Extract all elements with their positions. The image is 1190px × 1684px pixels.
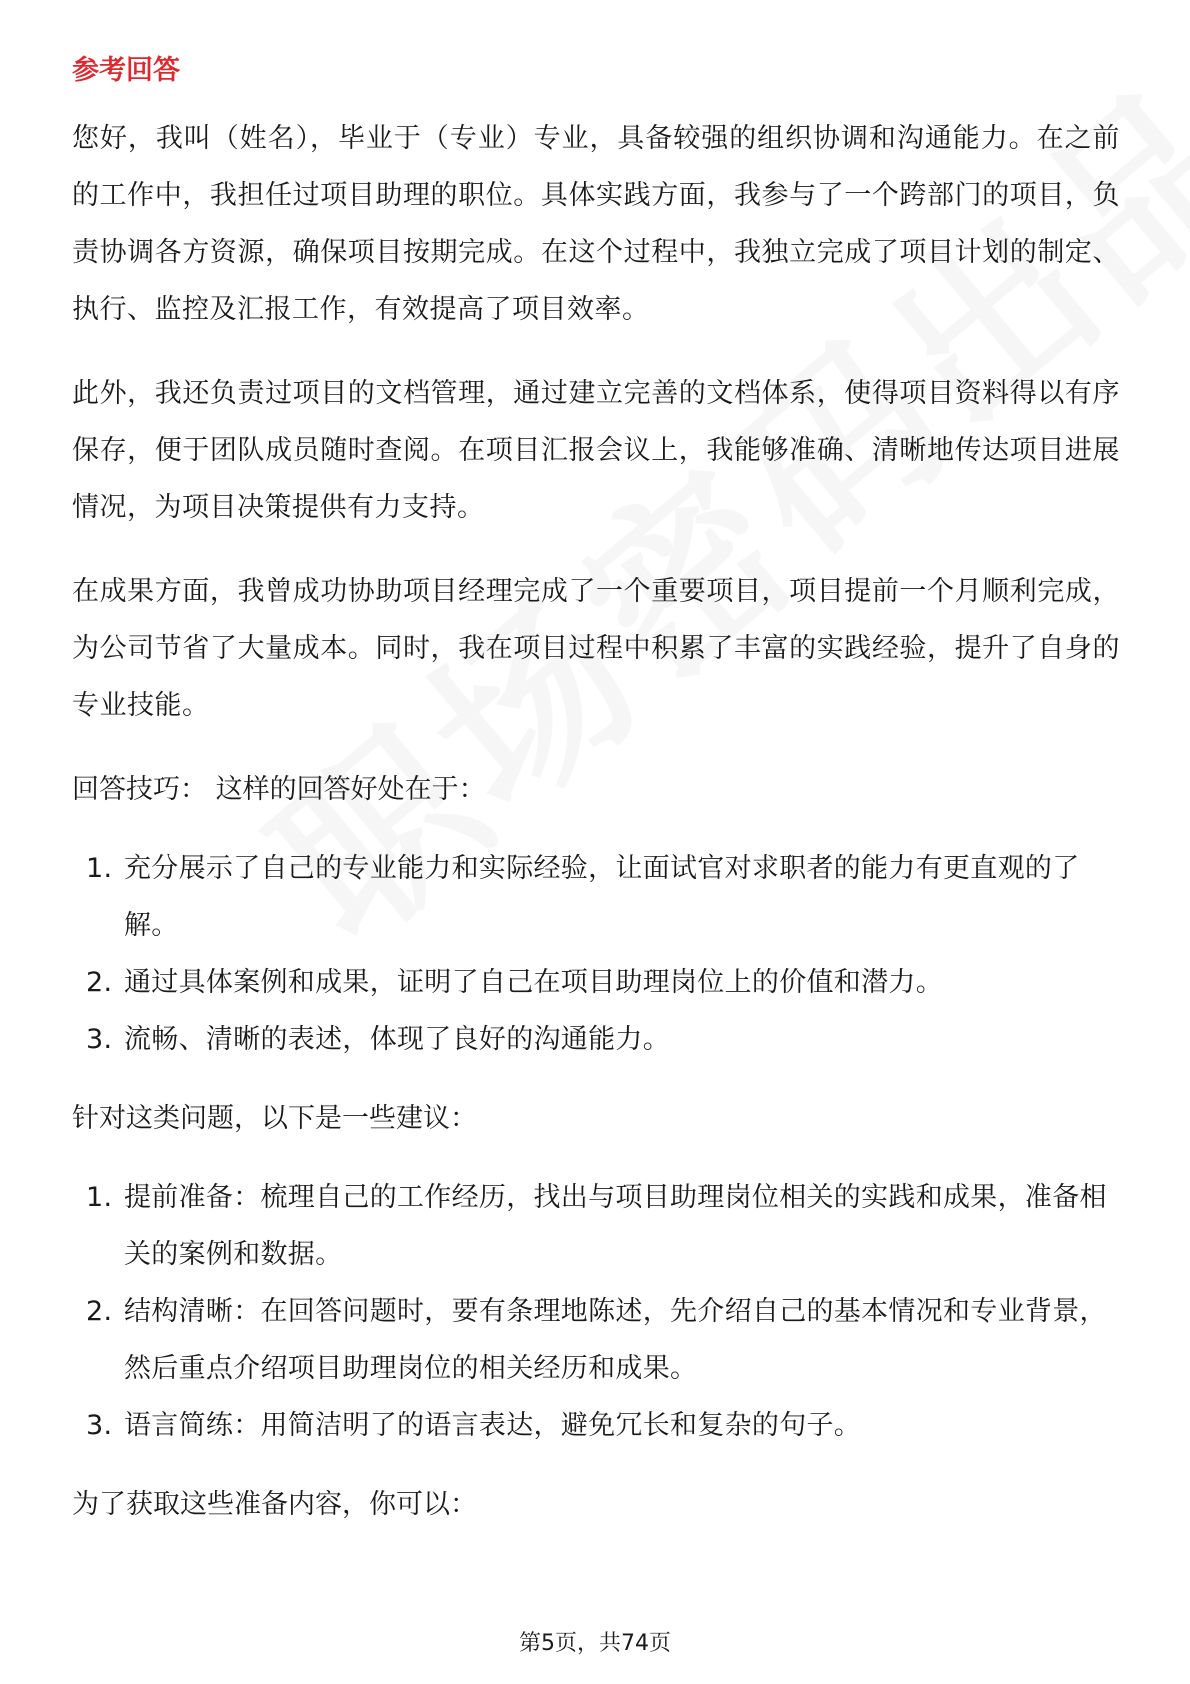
list-text: 充分展示了自己的专业能力和实际经验，让面试官对求职者的能力有更直观的了解。 — [124, 853, 1080, 941]
advice-heading: 针对这类问题，以下是一些建议： — [72, 1103, 477, 1134]
list-number: 3. — [86, 1410, 113, 1441]
list-number: 1. — [86, 853, 113, 884]
list-number: 2. — [86, 967, 113, 998]
list-item — [72, 1283, 1120, 1397]
tips-heading: 回答技巧： 这样的回答好处在于： — [72, 774, 486, 805]
list-text: 通过具体案例和成果，证明了自己在项目助理岗位上的价值和潜力。 — [124, 967, 943, 998]
list-number: 2. — [86, 1296, 113, 1327]
list-item — [72, 1397, 1120, 1454]
list-text: 语言简练：用简洁明了的语言表达，避免冗长和复杂的句子。 — [124, 1410, 862, 1441]
list-text: 提前准备：梳理自己的工作经历，找出与项目助理岗位相关的实践和成果，准备相关的案例和数据。 — [124, 1182, 1107, 1270]
list-text: 结构清晰：在回答问题时，要有条理地陈述，先介绍自己的基本情况和专业背景，然后重点介绍项目助理岗位的相关经历和成果。 — [124, 1296, 1107, 1384]
list-item — [72, 840, 1120, 954]
list-number: 3. — [86, 1024, 113, 1055]
page-content — [72, 52, 1120, 1555]
list-number: 1. — [86, 1182, 113, 1213]
advice-list — [72, 1169, 1120, 1454]
paragraph-intro: 您好，我叫（姓名），毕业于（专业）专业，具备较强的组织协调和沟通能力。在之前的工作中，我担任过项目助理的职位。具体实践方面，我参与了一个跨部门的项目，负责协调各方资源，确保项目按期完成。在这个过程中，我独立完成了项目计划的制定、执行、监控及汇报工作，有效提高了项目效率。 — [72, 123, 1120, 325]
section-title: 参考回答 — [72, 55, 180, 86]
paragraph-docs: 此外，我还负责过项目的文档管理，通过建立完善的文档体系，使得项目资料得以有序保存，便于团队成员随时查阅。在项目汇报会议上，我能够准确、清晰地传达项目进展情况，为项目决策提供有力支持。 — [72, 378, 1120, 523]
list-item — [72, 1011, 1120, 1068]
list-text: 流畅、清晰的表述，体现了良好的沟通能力。 — [124, 1024, 670, 1055]
page-footer: 第5页，共74页 — [519, 1631, 671, 1656]
paragraph-results: 在成果方面，我曾成功协助项目经理完成了一个重要项目，项目提前一个月顺利完成，为公司节省了大量成本。同时，我在项目过程中积累了丰富的实践经验，提升了自身的专业技能。 — [72, 576, 1120, 721]
list-item — [72, 954, 1120, 1011]
tips-list — [72, 840, 1120, 1068]
closing-line: 为了获取这些准备内容，你可以： — [72, 1489, 477, 1520]
list-item — [72, 1169, 1120, 1283]
